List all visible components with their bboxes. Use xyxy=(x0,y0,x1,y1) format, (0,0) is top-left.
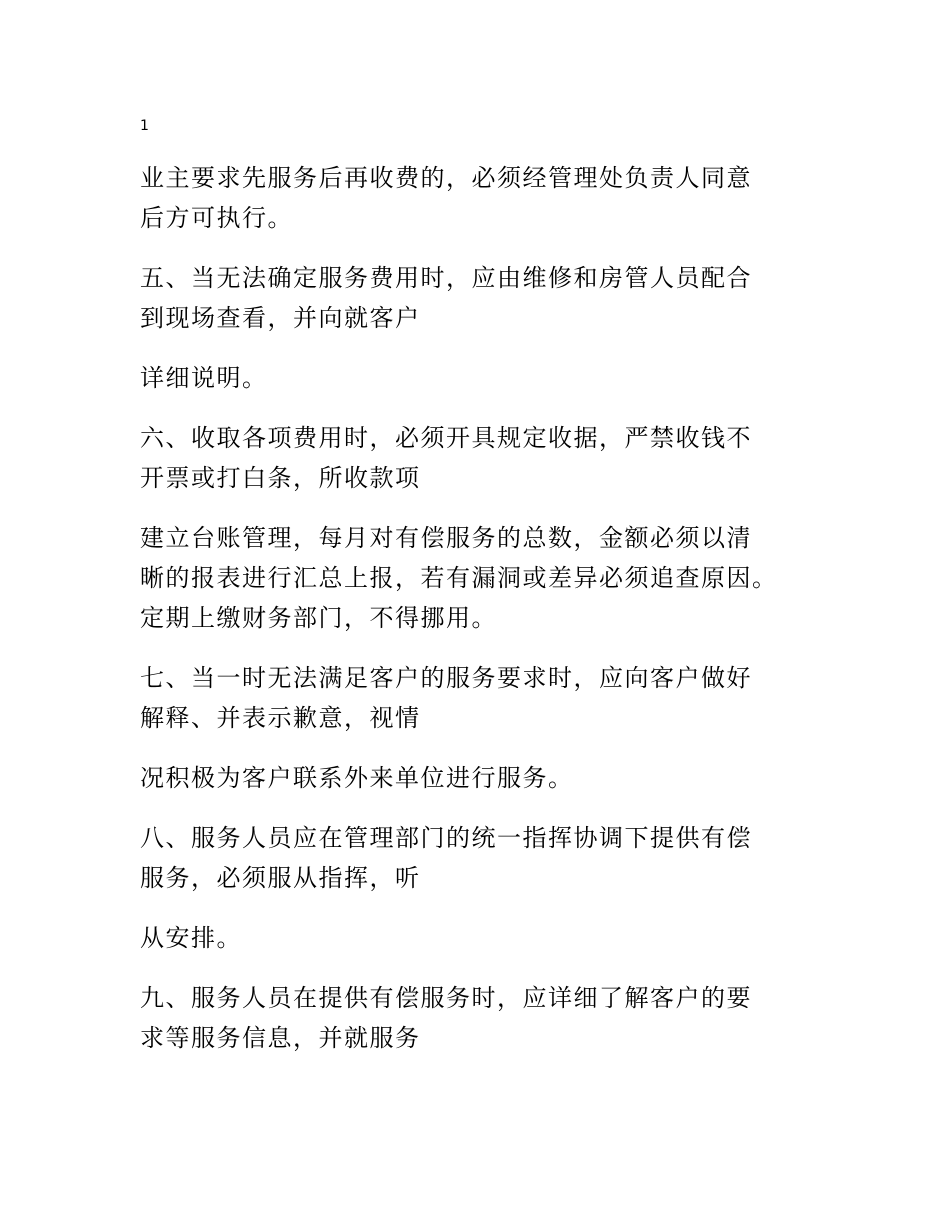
text-line: 详细说明。 xyxy=(140,364,268,392)
paragraph-5 xyxy=(140,518,820,638)
text-line: 业主要求先服务后再收费的，必须经管理处负责人同意 xyxy=(140,164,752,192)
paragraph-2 xyxy=(140,258,820,338)
paragraph-4 xyxy=(140,418,820,498)
text-line: 九、服务人员在提供有偿服务时，应详细了解客户的要 xyxy=(140,984,752,1012)
text-line: 七、当一时无法满足客户的服务要求时，应向客户做好 xyxy=(140,664,752,692)
text-line: 况积极为客户联系外来单位进行服务。 xyxy=(140,764,574,792)
paragraph-3 xyxy=(140,358,820,398)
text-line: 后方可执行。 xyxy=(140,204,293,232)
text-line: 开票或打白条，所收款项 xyxy=(140,464,421,492)
text-line: 五、当无法确定服务费用时，应由维修和房管人员配合 xyxy=(140,264,752,292)
text-line: 定期上缴财务部门，不得挪用。 xyxy=(140,604,497,632)
text-line: 建立台账管理，每月对有偿服务的总数，金额必须以清 xyxy=(140,524,752,552)
text-line: 晰的报表进行汇总上报，若有漏洞或差异必须追查原因。 xyxy=(140,564,778,592)
text-line: 求等服务信息，并就服务 xyxy=(140,1024,421,1052)
text-line: 服务，必须服从指挥，听 xyxy=(140,864,421,892)
paragraph-1 xyxy=(140,158,820,238)
text-line: 从安排。 xyxy=(140,924,242,952)
paragraph-10 xyxy=(140,978,820,1058)
page-number: 1 xyxy=(140,118,149,134)
paragraph-6 xyxy=(140,658,820,738)
paragraph-7 xyxy=(140,758,820,798)
text-line: 解释、并表示歉意，视情 xyxy=(140,704,421,732)
paragraph-9 xyxy=(140,918,820,958)
text-line: 到现场查看，并向就客户 xyxy=(140,304,421,332)
text-line: 六、收取各项费用时，必须开具规定收据，严禁收钱不 xyxy=(140,424,752,452)
paragraph-8 xyxy=(140,818,820,898)
document-body xyxy=(140,158,820,1078)
text-line: 八、服务人员应在管理部门的统一指挥协调下提供有偿 xyxy=(140,824,752,852)
